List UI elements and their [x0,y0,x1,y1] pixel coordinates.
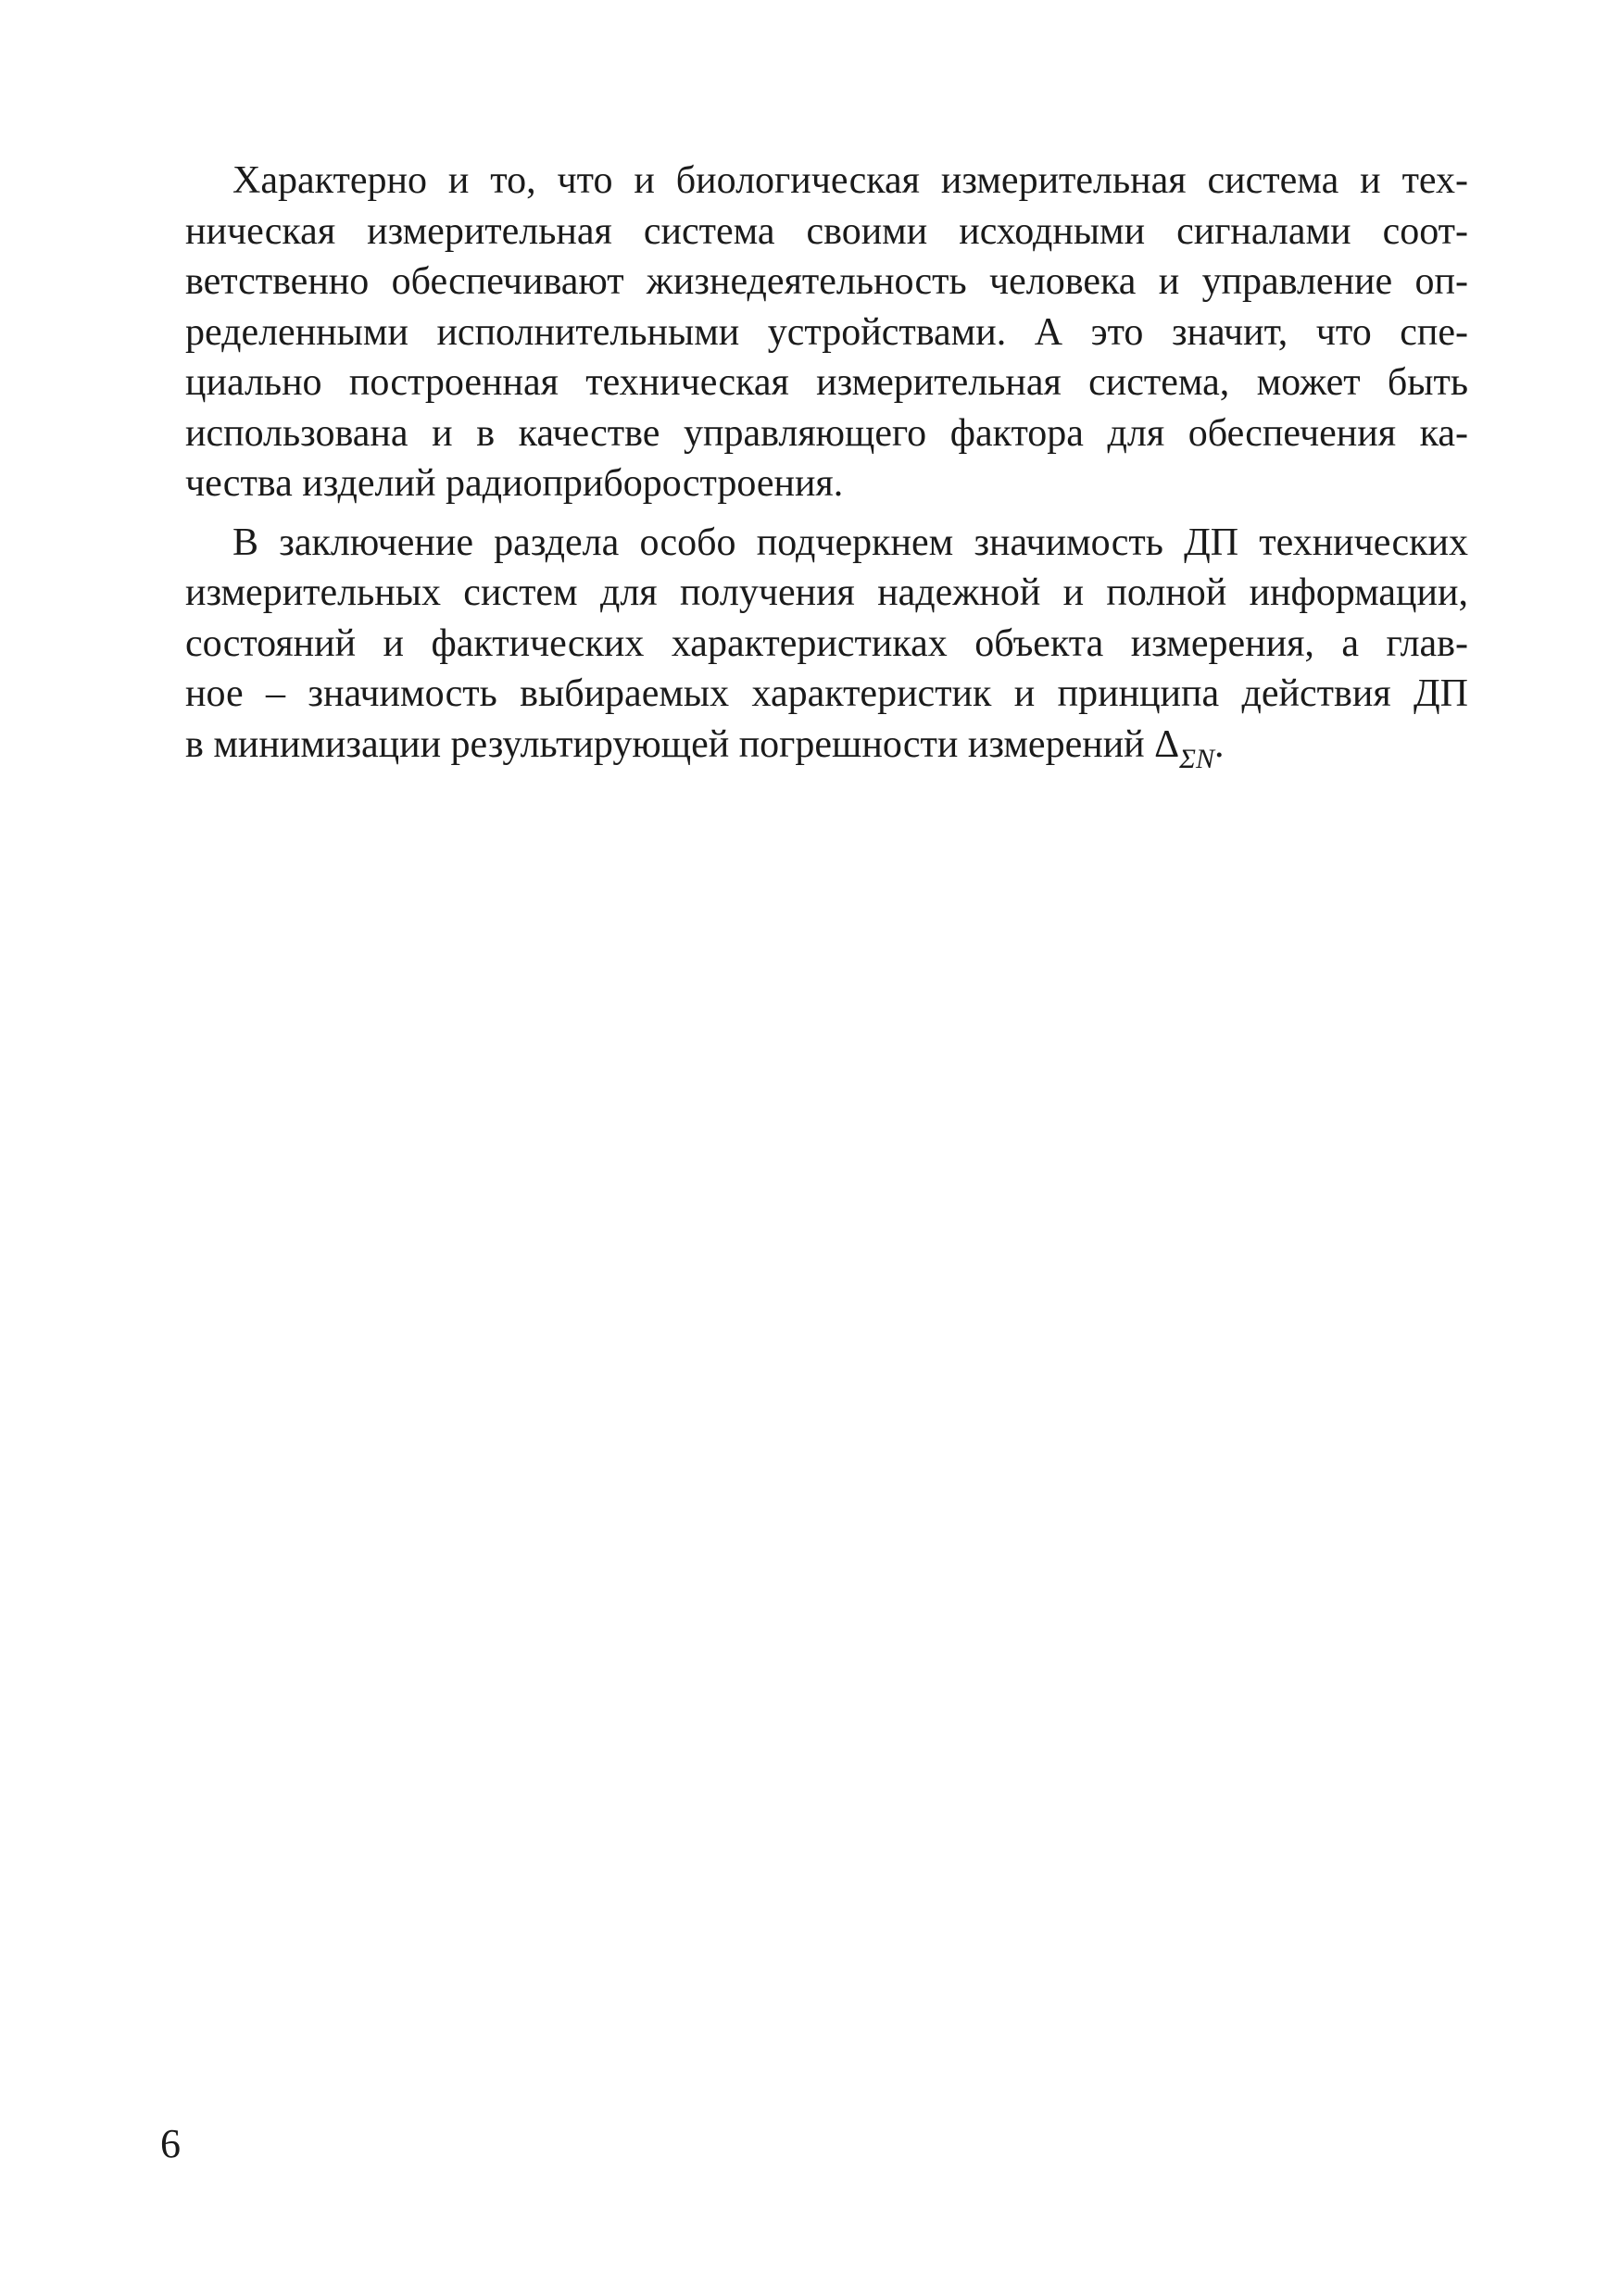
paragraph-1 [185,156,1468,509]
text-line: ределенными исполнительными устройствами. А это значит, что спе- [185,310,1468,354]
trailing-period: . [1214,722,1225,766]
text-line: В заключение раздела особо подчеркнем значимость ДП технических [232,521,1468,564]
text-line: циально построенная техническая измерительная система, может быть [185,361,1468,404]
page-number: 6 [160,2121,181,2166]
text-line: Характерно и то, что и биологическая измерительная система и тех- [232,159,1468,202]
text-line: ное – значимость выбираемых характеристик и принципа действия ДП [185,672,1468,715]
paragraph-2 [185,518,1468,774]
text-line: состояний и фактических характеристиках объекта измерения, а глав- [185,621,1468,665]
body-text [185,156,1468,773]
math-subscript: ΣN [1179,743,1214,774]
text-line: использована и в качестве управляющего фактора для обеспечения ка- [185,411,1468,455]
text-line: ническая измерительная система своими исходными сигналами соот- [185,209,1468,253]
text-line: чества изделий радиоприборостроения. [185,462,844,505]
text-line: ветственно обеспечивают жизнедеятельность человека и управление оп- [185,260,1468,303]
text-line-final [185,720,1468,774]
final-line-text: в минимизации результирующей погрешности измерений Δ [185,722,1180,766]
text-line: измерительных систем для получения надежной и полной информации, [185,571,1468,614]
